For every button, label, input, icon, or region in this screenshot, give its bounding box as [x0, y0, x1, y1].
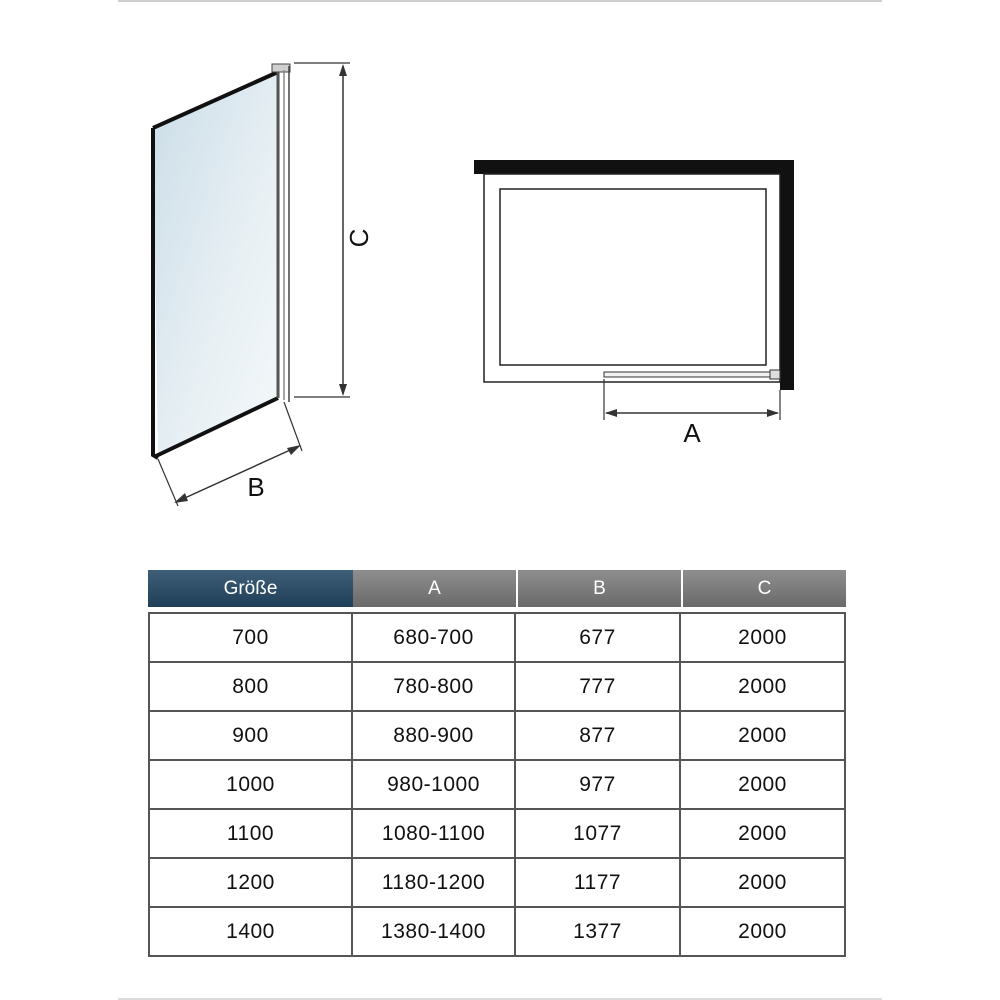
dimension-b-label: B: [247, 472, 265, 502]
glass-panel-3d: [153, 64, 290, 458]
header-b: B: [516, 570, 681, 607]
cell-size: 1200: [148, 859, 353, 908]
cell-size: 800: [148, 663, 353, 712]
cell-c: 2000: [681, 859, 846, 908]
table-header-row: [148, 570, 846, 607]
cell-a: 780-800: [353, 663, 516, 712]
cell-c: 2000: [681, 712, 846, 761]
cell-b: 677: [516, 612, 681, 663]
cell-c: 2000: [681, 908, 846, 957]
header-c: C: [681, 570, 846, 607]
table-row: [148, 712, 846, 761]
table-row: [148, 810, 846, 859]
cell-b: 1077: [516, 810, 681, 859]
cell-c: 2000: [681, 761, 846, 810]
table-row: [148, 859, 846, 908]
cell-a: 1380-1400: [353, 908, 516, 957]
cell-a: 980-1000: [353, 761, 516, 810]
header-size: Größe: [148, 570, 353, 607]
cell-b: 1377: [516, 908, 681, 957]
table-row: [148, 612, 846, 663]
cell-b: 977: [516, 761, 681, 810]
table-row: [148, 663, 846, 712]
table-row: [148, 761, 846, 810]
table-row: [148, 908, 846, 957]
dimension-c-label: C: [344, 228, 374, 248]
cell-size: 1100: [148, 810, 353, 859]
cell-a: 880-900: [353, 712, 516, 761]
cell-b: 1177: [516, 859, 681, 908]
cell-c: 2000: [681, 663, 846, 712]
dimension-c: [294, 63, 374, 397]
cell-a: 1080-1100: [353, 810, 516, 859]
cell-size: 1000: [148, 761, 353, 810]
cell-a: 1180-1200: [353, 859, 516, 908]
cell-c: 2000: [681, 810, 846, 859]
dimension-a: [604, 379, 780, 448]
cell-b: 877: [516, 712, 681, 761]
top-view-plan: [474, 160, 794, 390]
cell-c: 2000: [681, 612, 846, 663]
cell-size: 700: [148, 612, 353, 663]
header-a: A: [353, 570, 516, 607]
cell-size: 1400: [148, 908, 353, 957]
dimension-a-label: A: [683, 418, 701, 448]
cell-size: 900: [148, 712, 353, 761]
size-table: [148, 570, 846, 957]
cell-b: 777: [516, 663, 681, 712]
cell-a: 680-700: [353, 612, 516, 663]
